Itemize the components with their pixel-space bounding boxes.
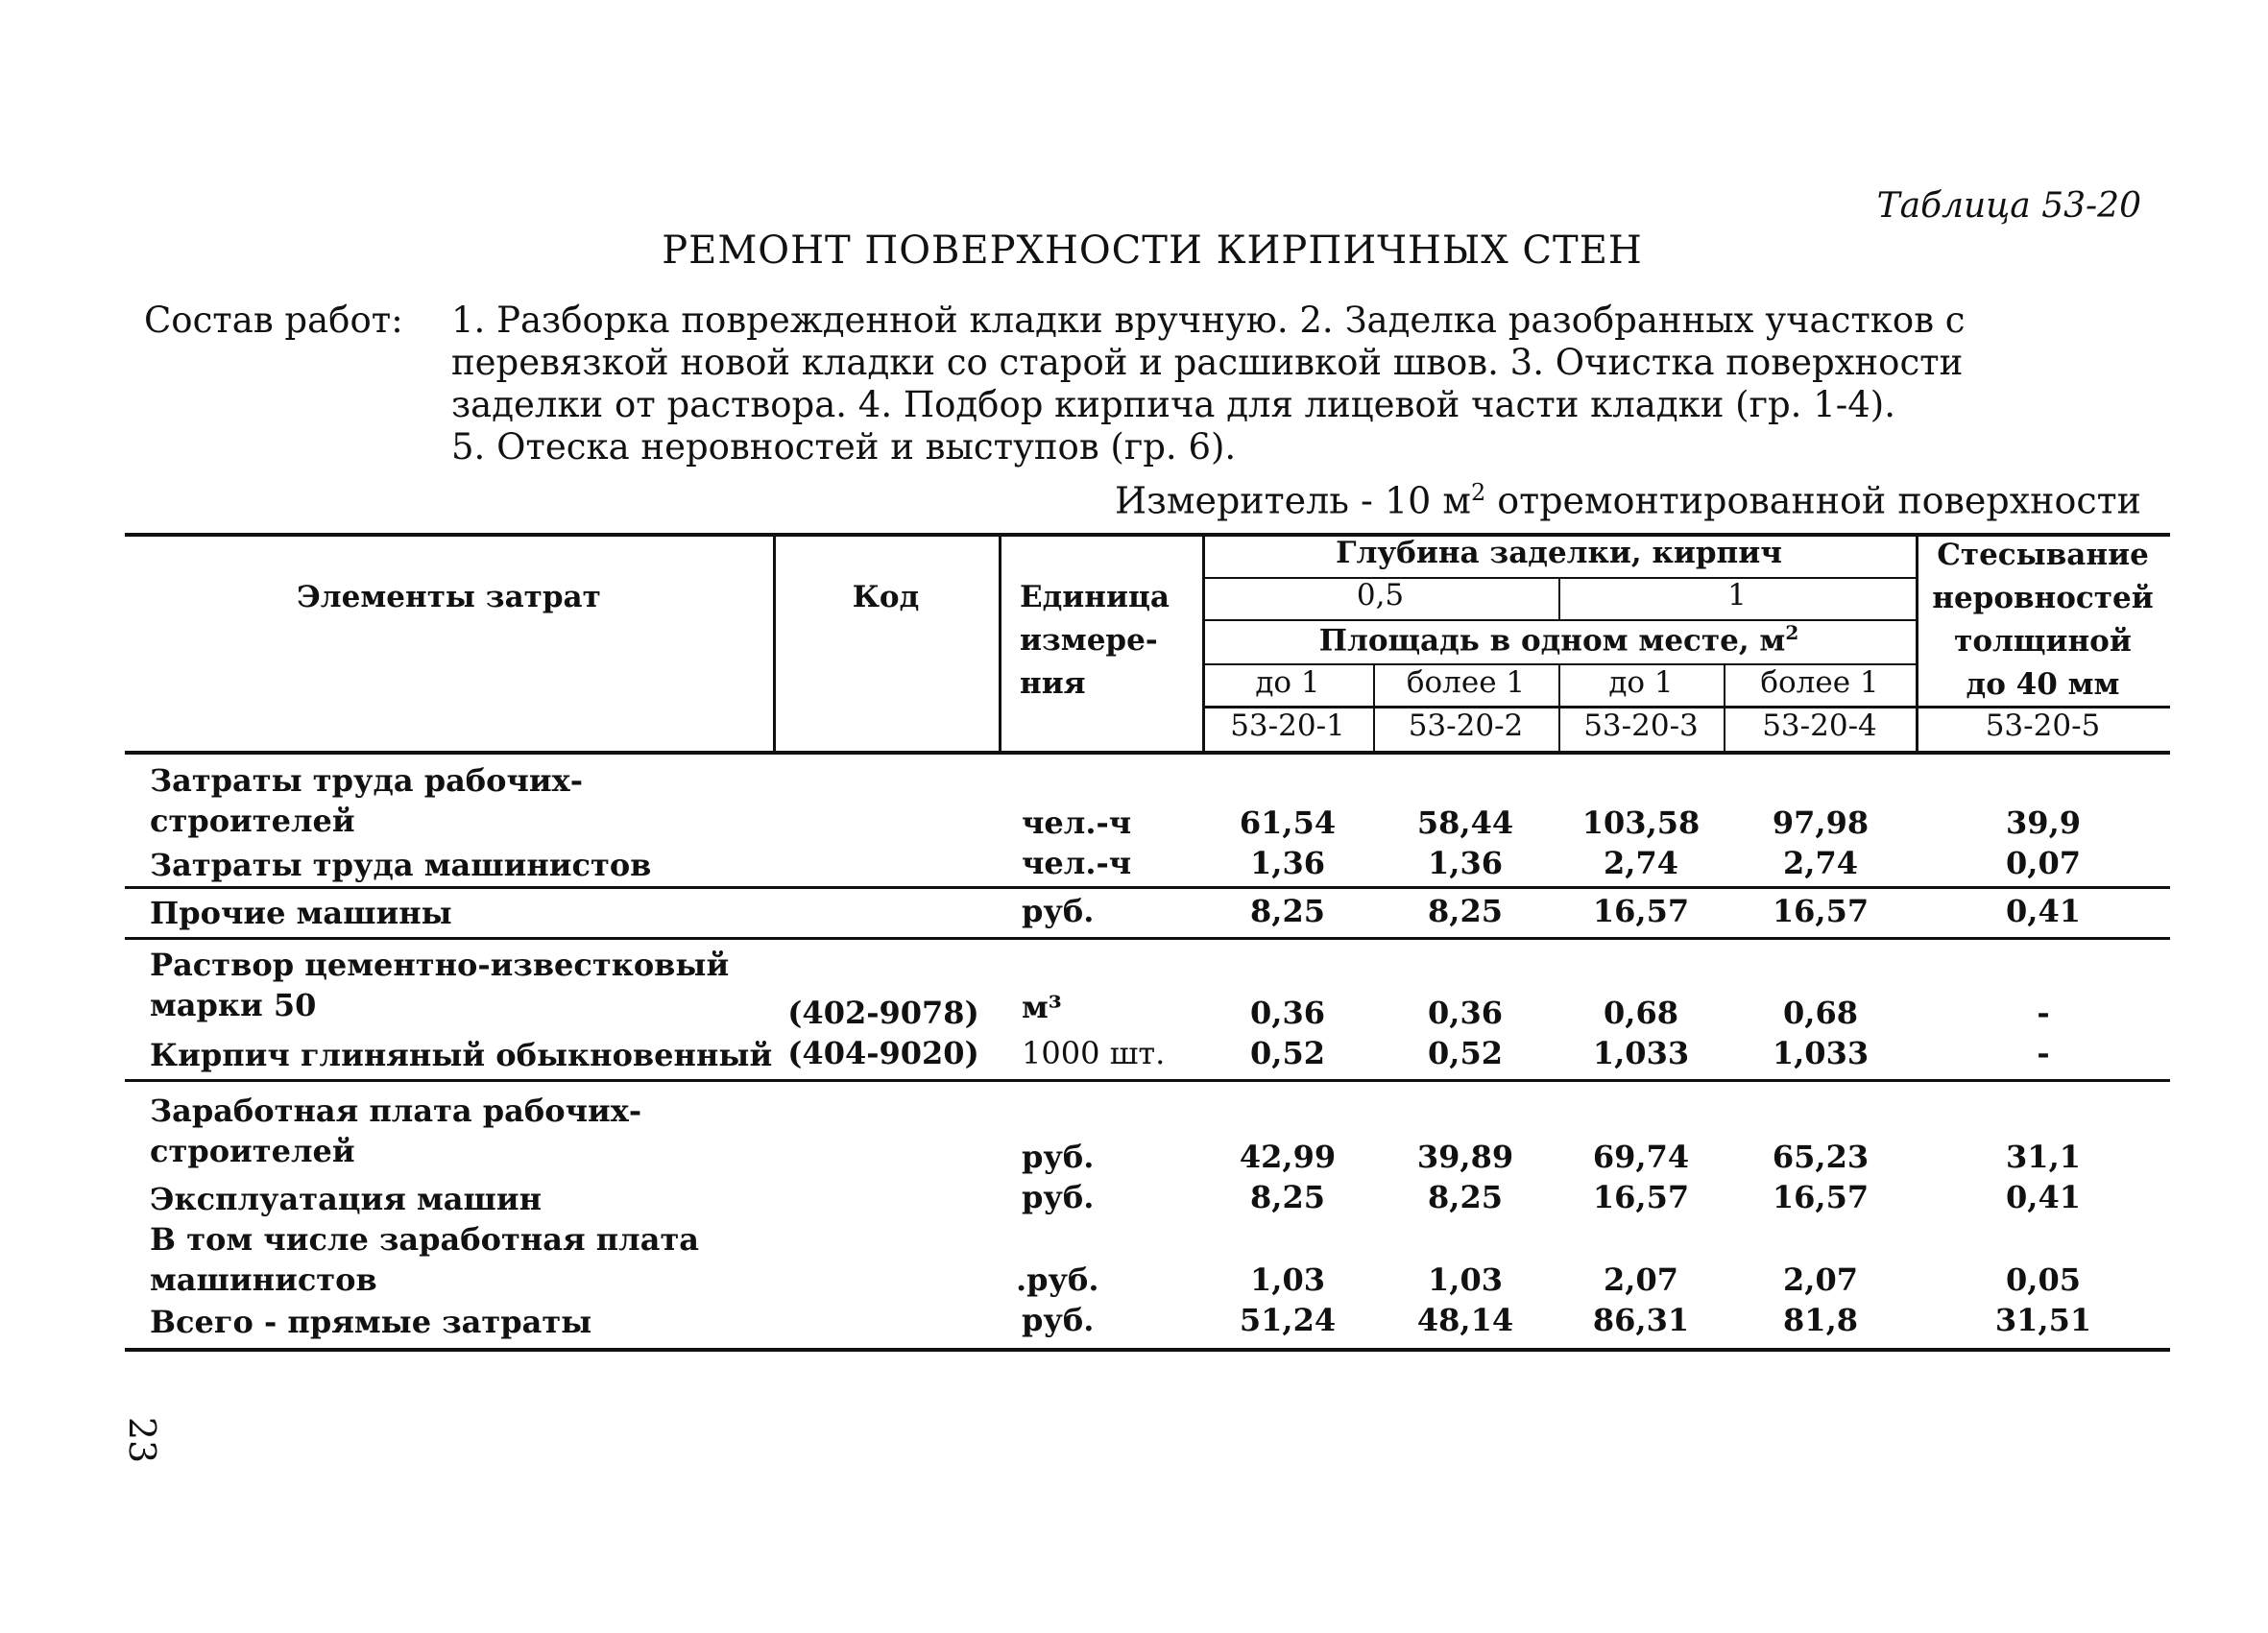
row-value: 16,57 [1592, 1179, 1690, 1215]
row-value: 2,74 [1783, 845, 1858, 881]
measure-sup: 2 [1470, 479, 1486, 506]
row-label-line: Эксплуатация машин [150, 1181, 543, 1217]
header-depth-1: 1 [1727, 578, 1747, 612]
row-value: 16,57 [1772, 1179, 1870, 1215]
rule-header-bottom [125, 751, 2170, 755]
header-last-line: неровностей [1932, 581, 2154, 615]
row-unit: .руб. [1016, 1261, 1099, 1298]
row-label-line: строителей [150, 1133, 355, 1169]
header-code-col3: 53-20-3 [1583, 708, 1699, 743]
row-label [150, 1219, 699, 1300]
works-line: 5. Отеска неровностей и выступов (гр. 6). [451, 426, 1237, 468]
row-value: 48,14 [1416, 1302, 1514, 1338]
row-label [150, 845, 651, 885]
row-value: 31,1 [2006, 1139, 2081, 1175]
row-value: 2,07 [1604, 1261, 1678, 1298]
row-unit: чел.-ч [1022, 845, 1132, 881]
row-value: 1,03 [1250, 1261, 1325, 1298]
row-unit: руб. [1022, 1139, 1095, 1175]
row-label-line: Раствор цементно-известковый [150, 947, 730, 983]
row-value: - [2037, 995, 2050, 1031]
header-code-col1: 53-20-1 [1230, 708, 1345, 743]
row-label-line: Затраты труда машинистов [150, 847, 652, 883]
row-value: 0,41 [2006, 893, 2081, 929]
rule-section-1 [125, 886, 2170, 889]
row-value: 1,033 [1592, 1035, 1690, 1071]
row-value: 1,033 [1772, 1035, 1870, 1071]
row-value: 42,99 [1239, 1139, 1337, 1175]
header-last-line: Стесывание [1937, 538, 2149, 572]
row-value: 2,07 [1783, 1261, 1858, 1298]
row-value: 0,36 [1250, 995, 1325, 1031]
row-value: 16,57 [1592, 893, 1690, 929]
works-line: перевязкой новой кладки со старой и расшивкой швов. 3. Очистка поверхности [451, 342, 1964, 383]
measure-suffix: отремонтированной поверхности [1485, 479, 2141, 522]
header-code-col2: 53-20-2 [1408, 708, 1524, 743]
rule-section-2 [125, 937, 2170, 940]
row-label-line: Затраты труда рабочих- [150, 762, 583, 799]
row-label-line: машинистов [150, 1261, 377, 1298]
row-value: 39,89 [1416, 1139, 1514, 1175]
header-unit-line: ния [1020, 666, 1086, 701]
row-value: 86,31 [1592, 1302, 1690, 1338]
rule-bottom [125, 1348, 2170, 1352]
row-value: 1,03 [1428, 1261, 1503, 1298]
header-unit-line: Единица [1020, 580, 1170, 614]
header-unit [1020, 576, 1183, 706]
row-value: 0,05 [2006, 1261, 2081, 1298]
row-value: 0,07 [2006, 845, 2081, 881]
row-value: 8,25 [1250, 1179, 1325, 1215]
header-elements: Элементы затрат [297, 580, 601, 614]
row-unit: руб. [1022, 1179, 1095, 1215]
works-label: Состав работ: [144, 300, 403, 341]
row-code: (404-9020) [787, 1035, 979, 1071]
row-label-line: В том числе заработная плата [150, 1221, 699, 1258]
row-value: 0,68 [1783, 995, 1858, 1031]
page-number: 23 [121, 1416, 163, 1464]
works-line: заделки от раствора. 4. Подбор кирпича для лицевой части кладки (гр. 1-4). [451, 384, 1895, 425]
row-label [150, 1179, 542, 1219]
row-value: 69,74 [1592, 1139, 1690, 1175]
header-last [1916, 534, 2170, 707]
row-unit: руб. [1022, 893, 1095, 929]
header-upto1-a: до 1 [1255, 665, 1320, 700]
header-area [1202, 621, 1916, 658]
row-label-line: Всего - прямые затраты [150, 1304, 592, 1340]
row-label-line: Заработная плата рабочих- [150, 1093, 642, 1129]
row-value: 0,41 [2006, 1179, 2081, 1215]
header-code-col5: 53-20-5 [1985, 708, 2101, 743]
works-line: 1. Разборка поврежденной кладки вручную. 2. Заделка разобранных участков с [451, 300, 1966, 341]
header-area-sup: 2 [1785, 621, 1799, 644]
row-label [150, 1302, 591, 1342]
row-value: 8,25 [1250, 893, 1325, 929]
row-value: 16,57 [1772, 893, 1870, 929]
measure-line [1056, 479, 2141, 522]
row-value: 0,36 [1428, 995, 1503, 1031]
row-value: - [2037, 1035, 2050, 1071]
header-over1-b: более 1 [1760, 665, 1879, 700]
row-value: 1,36 [1428, 845, 1503, 881]
row-value: 0,68 [1604, 995, 1678, 1031]
header-last-line: толщиной [1954, 624, 2132, 659]
row-value: 97,98 [1772, 804, 1870, 841]
row-label-line: марки 50 [150, 987, 317, 1023]
row-unit: руб. [1022, 1302, 1095, 1338]
row-label [150, 1035, 772, 1075]
row-unit: чел.-ч [1022, 804, 1132, 841]
vline-unit-left [999, 533, 1001, 754]
row-unit: 1000 шт. [1022, 1035, 1166, 1071]
row-value: 31,51 [1994, 1302, 2092, 1338]
row-value: 103,58 [1581, 804, 1701, 841]
row-value: 1,36 [1250, 845, 1325, 881]
page-title: РЕМОНТ ПОВЕРХНОСТИ КИРПИЧНЫХ СТЕН [662, 228, 1643, 273]
header-depth: Глубина заделки, кирпич [1336, 536, 1782, 570]
row-code: (402-9078) [787, 995, 979, 1031]
header-code: Код [852, 580, 920, 614]
row-value: 2,74 [1604, 845, 1678, 881]
header-upto1-b: до 1 [1608, 665, 1674, 700]
row-label-line: строителей [150, 803, 355, 839]
row-value: 8,25 [1428, 1179, 1503, 1215]
row-label [150, 893, 452, 933]
rule-section-3 [125, 1079, 2170, 1082]
row-value: 81,8 [1783, 1302, 1858, 1338]
row-label [150, 945, 729, 1025]
row-label-line: Прочие машины [150, 895, 452, 931]
header-unit-line: измере- [1020, 623, 1158, 658]
header-over1-a: более 1 [1406, 665, 1526, 700]
row-value: 51,24 [1239, 1302, 1337, 1338]
row-value: 39,9 [2006, 804, 2081, 841]
header-depth-05: 0,5 [1356, 578, 1405, 612]
row-value: 0,52 [1250, 1035, 1325, 1071]
header-code-col4: 53-20-4 [1762, 708, 1877, 743]
row-value: 61,54 [1239, 804, 1337, 841]
row-label [150, 760, 583, 841]
header-last-line: до 40 мм [1966, 667, 2120, 702]
row-value: 58,44 [1416, 804, 1514, 841]
vline-code-left [773, 533, 776, 754]
row-unit: м³ [1022, 989, 1062, 1025]
works-text [451, 300, 2045, 468]
row-label-line: Кирпич глиняный обыкновенный [150, 1037, 773, 1073]
table-label: Таблица 53-20 [1876, 186, 2141, 226]
header-area-text: Площадь в одном месте, м [1318, 623, 1786, 659]
row-value: 65,23 [1772, 1139, 1870, 1175]
row-value: 0,52 [1428, 1035, 1503, 1071]
measure-prefix: Измеритель - 10 м [1115, 479, 1471, 522]
row-value: 8,25 [1428, 893, 1503, 929]
row-label [150, 1091, 641, 1171]
